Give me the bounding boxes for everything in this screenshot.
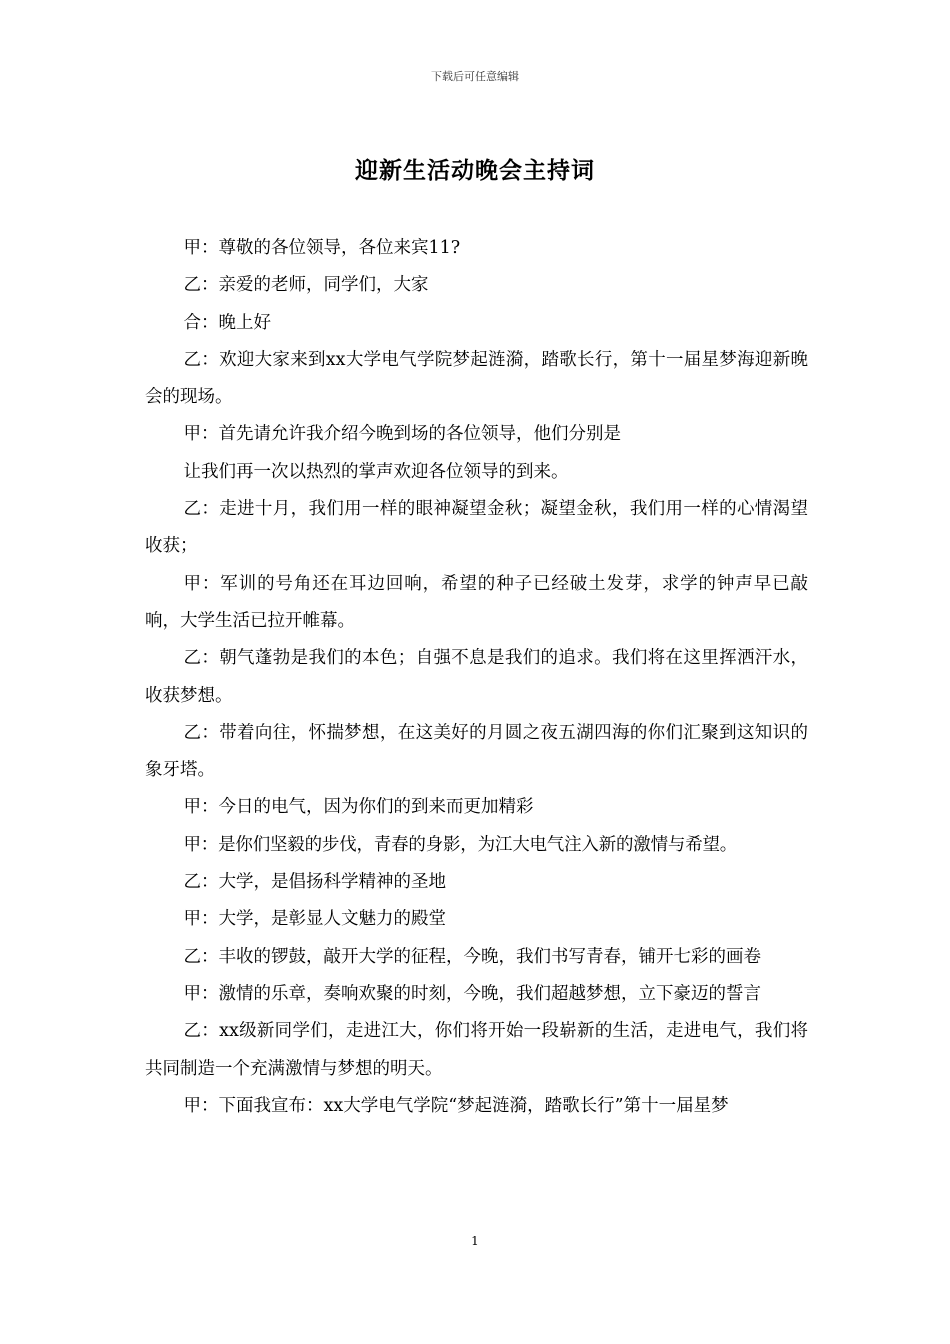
paragraph: 甲：首先请允许我介绍今晚到场的各位领导，他们分别是: [183, 424, 621, 445]
page-number: 1: [471, 1234, 479, 1248]
paragraph: 甲：下面我宣布：xx大学电气学院“梦起涟漪，踏歌长行”第十一届星梦: [183, 1095, 729, 1116]
paragraph: 乙：朝气蓬勃是我们的本色；自强不息是我们的追求。我们将在这里挥洒汗水，收获梦想。: [145, 648, 808, 706]
paragraph: 甲：尊敬的各位领导，各位来宾11?: [183, 238, 461, 258]
paragraph: 甲：激情的乐章，奏响欢聚的时刻，今晚，我们超越梦想，立下豪迈的誓言: [183, 983, 761, 1004]
paragraph: 乙：带着向往，怀揣梦想，在这美好的月圆之夜五湖四海的你们汇聚到这知识的象牙塔。: [145, 722, 808, 781]
paragraph: 乙：走进十月，我们用一样的眼神凝望金秋；凝望金秋，我们用一样的心情渴望收获；: [145, 499, 808, 557]
document-title: 迎新生活动晚会主持词: [355, 157, 595, 184]
paragraph: 甲：大学，是彰显人文魅力的殿堂: [183, 909, 446, 930]
paragraph: 乙：亲爱的老师，同学们，大家: [183, 275, 429, 296]
paragraph: 甲：军训的号角还在耳边回响，希望的种子已经破土发芽，求学的钟声早已敲响，大学生活已拉开帷幕。: [145, 573, 808, 631]
paragraph: 乙：大学，是倡扬科学精神的圣地: [183, 872, 446, 893]
paragraph: 乙：xx级新同学们，走进江大，你们将开始一段崭新的生活，走进电气，我们将共同制造一个充满激情与梦想的明天。: [145, 1021, 808, 1079]
paragraph: 甲：是你们坚毅的步伐，青春的身影，为江大电气注入新的激情与希望。: [183, 834, 738, 855]
paragraph: 让我们再一次以热烈的掌声欢迎各位领导的到来。: [183, 461, 569, 482]
paragraph: 乙：丰收的锣鼓，敲开大学的征程，今晚，我们书写青春，铺开七彩的画卷: [183, 946, 761, 967]
header-note: 下载后可任意编辑: [431, 70, 519, 83]
paragraph: 甲：今日的电气，因为你们的到来而更加精彩: [183, 797, 534, 818]
paragraph: 乙：欢迎大家来到xx大学电气学院梦起涟漪，踏歌长行，第十一届星梦海迎新晚会的现场。: [145, 349, 808, 408]
paragraph: 合：晚上好: [183, 312, 271, 333]
document-body: [145, 230, 808, 1125]
